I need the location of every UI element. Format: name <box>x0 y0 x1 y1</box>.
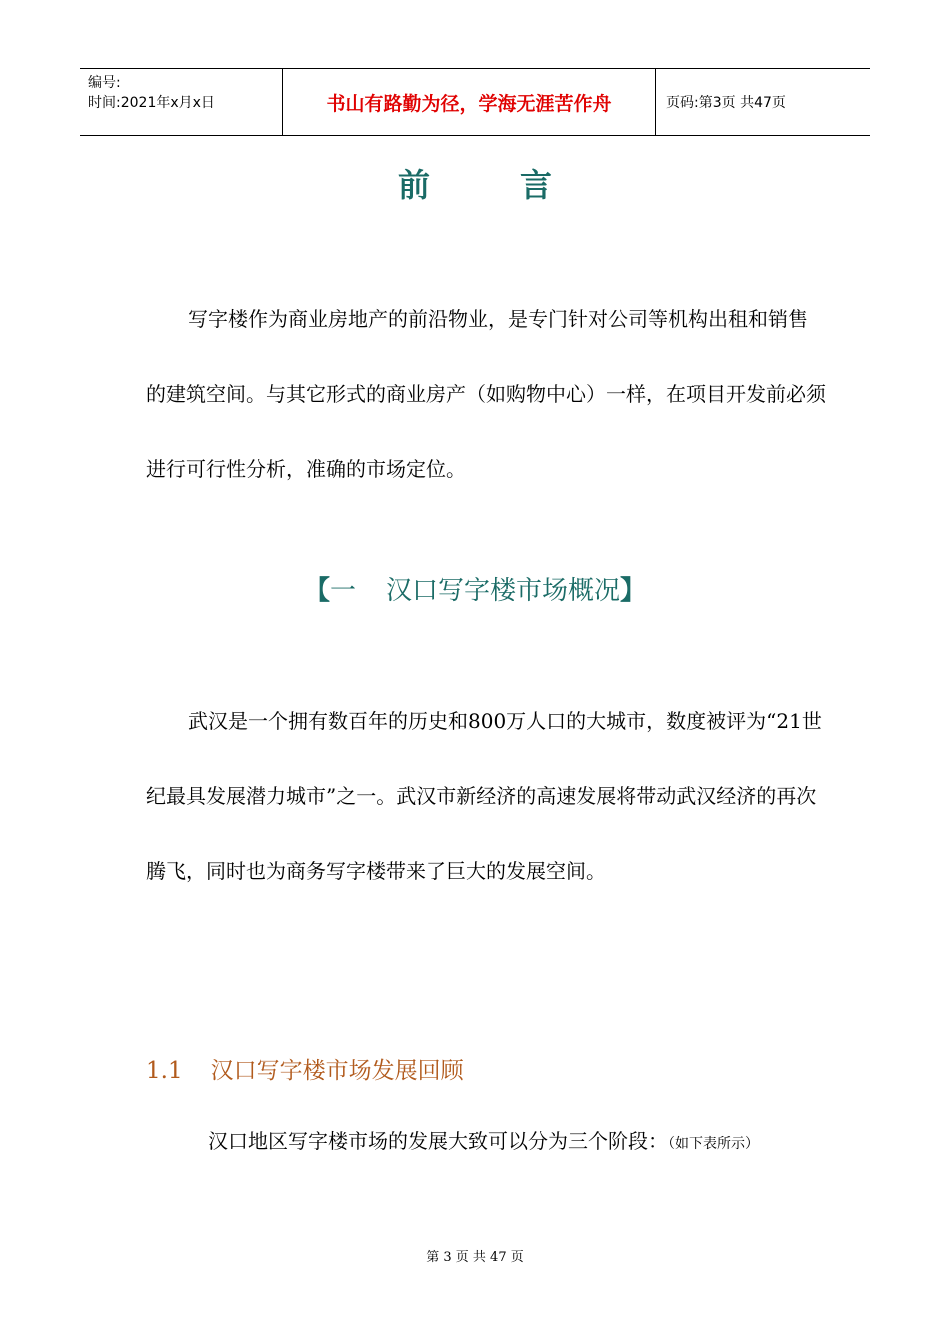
subsection-title: 汉口写字楼市场发展回顾 <box>210 1058 464 1084</box>
title-char-2: 言 <box>520 166 553 204</box>
subsection-paragraph <box>146 1118 826 1167</box>
header-motto: 书山有路勤为径，学海无涯苦作舟 <box>282 69 656 135</box>
subsection-note: （如下表所示） <box>668 1136 759 1152</box>
subsection-number: 1.1 <box>146 1058 183 1084</box>
page-header <box>80 68 870 136</box>
subsection-text: 汉口地区写字楼市场的发展大致可以分为三个阶段： <box>208 1129 668 1153</box>
title-char-1: 前 <box>397 166 430 204</box>
doc-number-label: 编号: <box>88 75 121 91</box>
header-page-info: 页码:第3页 共47页 <box>666 95 786 111</box>
section-right-bracket: 】 <box>620 576 647 606</box>
intro-paragraph: 写字楼作为商业房地产的前沿物业，是专门针对公司等机构出租和销售的建筑空间。与其它形式的商业房产（如购物中心）一样，在项目开发前必须进行可行性分析，准确的市场定位。 <box>146 307 826 481</box>
doc-date-label: 时间:2021年x月x日 <box>88 95 215 111</box>
section-paragraph: 武汉是一个拥有数百年的历史和800万人口的大城市，数度被评为“21世纪最具发展潜力城市”之一。武汉市新经济的高速发展将带动武汉经济的再次腾飞，同时也为商务写字楼带来了巨大的发展空间。 <box>146 709 822 883</box>
page-footer: 第 3 页 共 47 页 <box>426 1250 524 1265</box>
preface-title <box>0 160 950 206</box>
section-left-bracket: 【 <box>303 576 330 606</box>
section-title: 汉口写字楼市场概况 <box>386 576 621 606</box>
header-left-cell <box>80 69 282 135</box>
section-heading <box>0 570 950 607</box>
section-number: 一 <box>329 576 356 606</box>
subsection-heading <box>146 1052 464 1085</box>
